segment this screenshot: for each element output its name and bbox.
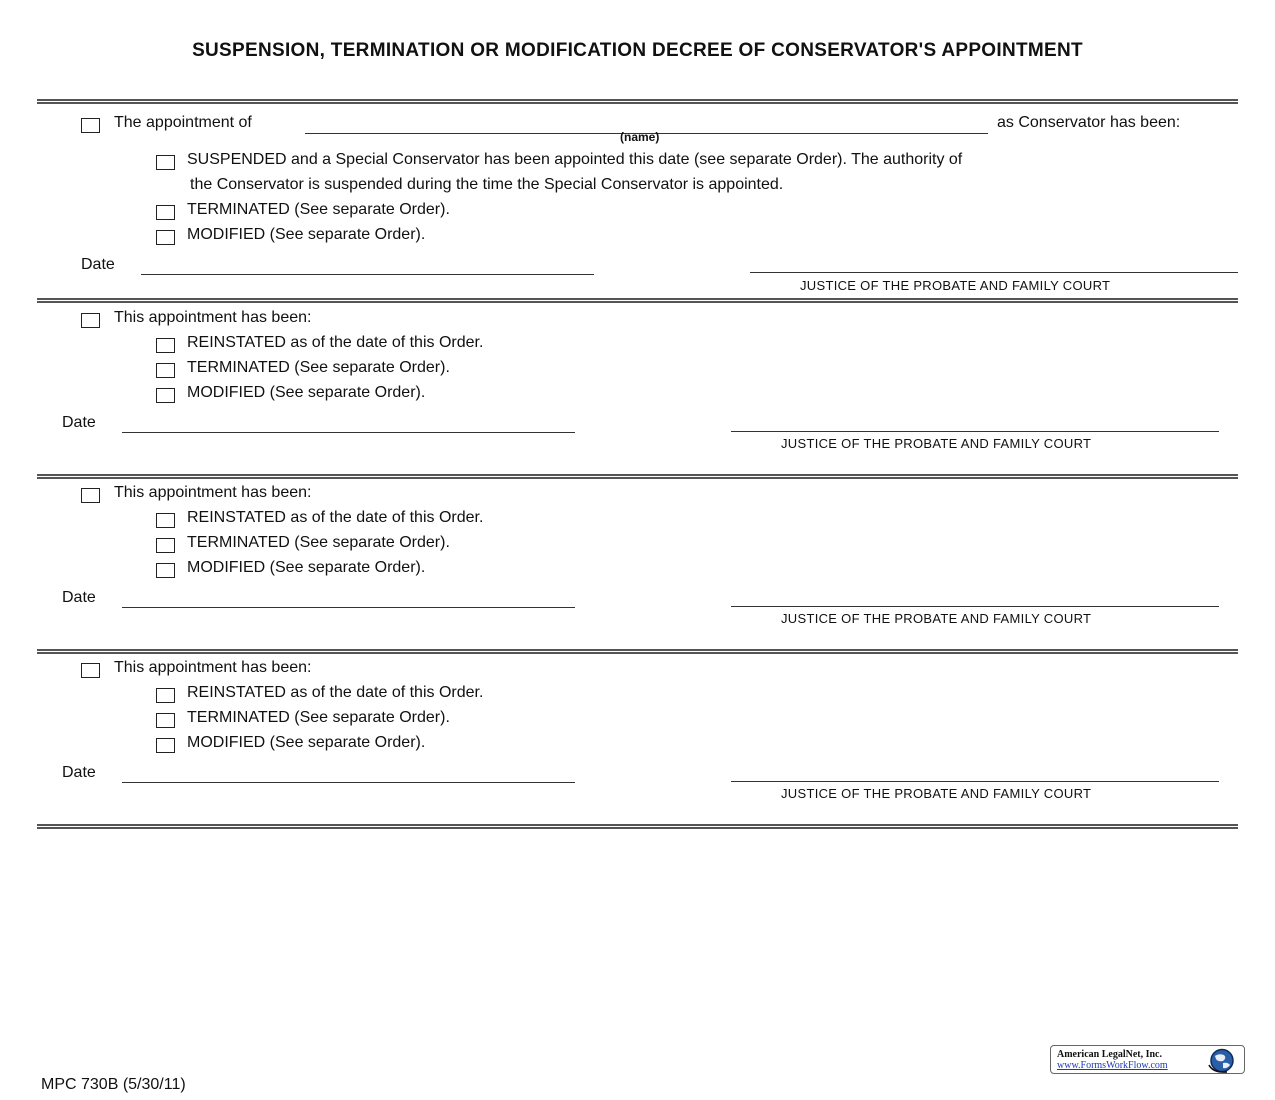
modified-label: MODIFIED (See separate Order). — [187, 226, 426, 243]
appointment-checkbox[interactable] — [81, 663, 100, 678]
suspended-label-line2: the Conservator is suspended during the time the Special Conservator is appointed. — [190, 176, 784, 193]
suspended-checkbox[interactable] — [156, 155, 175, 170]
section-divider — [37, 474, 1238, 479]
reinstated-checkbox[interactable] — [156, 513, 175, 528]
date-field[interactable] — [141, 274, 594, 275]
section-divider — [37, 824, 1238, 829]
reinstated-label: REINSTATED as of the date of this Order. — [187, 334, 484, 351]
signature-caption: JUSTICE OF THE PROBATE AND FAMILY COURT — [781, 786, 1092, 801]
signature-caption: JUSTICE OF THE PROBATE AND FAMILY COURT — [800, 278, 1111, 293]
appointment-checkbox[interactable] — [81, 313, 100, 328]
name-caption: (name) — [620, 130, 660, 144]
globe-icon — [1203, 1047, 1241, 1074]
conservator-suffix-text: as Conservator has been: — [997, 114, 1181, 131]
date-field[interactable] — [122, 607, 575, 608]
modified-checkbox[interactable] — [156, 738, 175, 753]
signature-line[interactable] — [731, 431, 1219, 432]
appointment-lead-text: The appointment of — [114, 114, 252, 131]
signature-line[interactable] — [750, 272, 1238, 273]
terminated-label: TERMINATED (See separate Order). — [187, 201, 450, 218]
reinstated-label: REINSTATED as of the date of this Order. — [187, 684, 484, 701]
signature-caption: JUSTICE OF THE PROBATE AND FAMILY COURT — [781, 611, 1092, 626]
terminated-checkbox[interactable] — [156, 205, 175, 220]
terminated-label: TERMINATED (See separate Order). — [187, 534, 450, 551]
suspended-label-line1: SUSPENDED and a Special Conservator has been appointed this date (see separate Order). The authority of — [187, 151, 963, 168]
publisher-logo[interactable] — [1050, 1045, 1245, 1074]
appointment-checkbox[interactable] — [81, 488, 100, 503]
appointment-checkbox[interactable] — [81, 118, 100, 133]
reinstated-checkbox[interactable] — [156, 338, 175, 353]
appointment-lead-text: This appointment has been: — [114, 659, 312, 676]
appointment-lead-text: This appointment has been: — [114, 309, 312, 326]
signature-line[interactable] — [731, 781, 1219, 782]
terminated-label: TERMINATED (See separate Order). — [187, 709, 450, 726]
date-label: Date — [62, 414, 96, 431]
terminated-checkbox[interactable] — [156, 363, 175, 378]
terminated-label: TERMINATED (See separate Order). — [187, 359, 450, 376]
terminated-checkbox[interactable] — [156, 538, 175, 553]
modified-checkbox[interactable] — [156, 563, 175, 578]
appointment-lead-text: This appointment has been: — [114, 484, 312, 501]
form-number: MPC 730B (5/30/11) — [41, 1076, 186, 1093]
modified-checkbox[interactable] — [156, 388, 175, 403]
date-field[interactable] — [122, 782, 575, 783]
modified-checkbox[interactable] — [156, 230, 175, 245]
reinstated-label: REINSTATED as of the date of this Order. — [187, 509, 484, 526]
date-label: Date — [81, 256, 115, 273]
page-title: SUSPENSION, TERMINATION OR MODIFICATION DECREE OF CONSERVATOR'S APPOINTMENT — [192, 40, 1083, 61]
date-field[interactable] — [122, 432, 575, 433]
modified-label: MODIFIED (See separate Order). — [187, 559, 426, 576]
logo-name: American LegalNet, Inc. — [1057, 1049, 1162, 1060]
date-label: Date — [62, 589, 96, 606]
section-divider — [37, 99, 1238, 104]
modified-label: MODIFIED (See separate Order). — [187, 734, 426, 751]
modified-label: MODIFIED (See separate Order). — [187, 384, 426, 401]
date-label: Date — [62, 764, 96, 781]
terminated-checkbox[interactable] — [156, 713, 175, 728]
reinstated-checkbox[interactable] — [156, 688, 175, 703]
signature-caption: JUSTICE OF THE PROBATE AND FAMILY COURT — [781, 436, 1092, 451]
section-divider — [37, 298, 1238, 303]
logo-url[interactable]: www.FormsWorkFlow.com — [1057, 1060, 1168, 1071]
signature-line[interactable] — [731, 606, 1219, 607]
section-divider — [37, 649, 1238, 654]
